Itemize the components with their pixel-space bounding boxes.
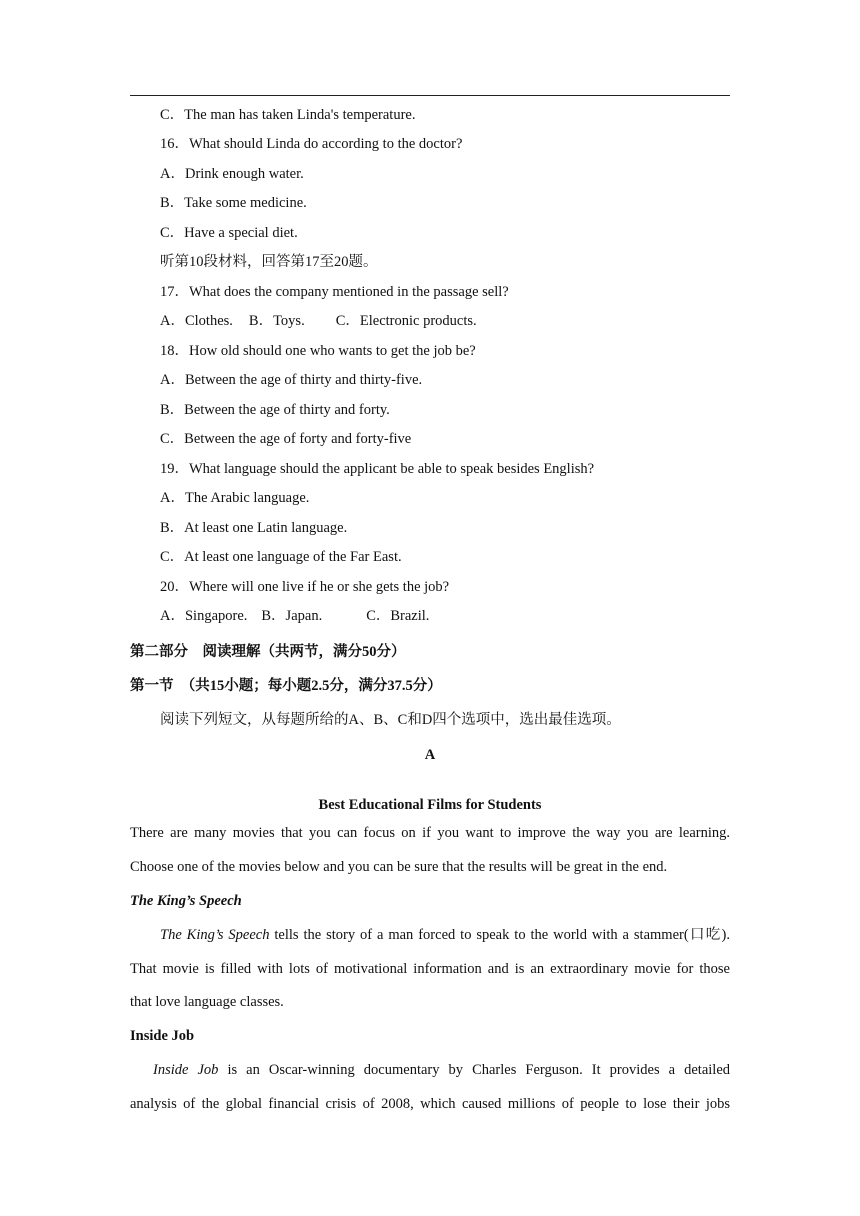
q17-stem: 17．What does the company mentioned in the passage sell? [160,284,509,300]
q20-option-a: A．Singapore. [160,608,248,624]
passage-label: A [424,747,436,763]
q19-stem: 19．What language should the applicant be able to speak besides English? [160,461,595,477]
film2-line-1 [153,1061,730,1079]
film2-line-1-text: is an Oscar-winning documentary by Charles Ferguson. It provides a detailed [218,1062,731,1078]
q17-option-a: A．Clothes. [160,313,233,329]
q19-option-c: C．At least one language of the Far East. [160,549,402,565]
intro-line-2: Choose one of the movies below and you can be sure that the results will be great in the end. [130,859,668,875]
q17-options [160,312,477,330]
q19-option-b: B．At least one Latin language. [160,520,348,536]
section1-heading: 第一节 （共15小题；每小题2.5分，满分37.5分） [130,678,442,694]
q17-option-b: B．Toys. [248,313,305,329]
q20-option-b: B．Japan. [261,608,323,624]
film1-line-3: that love language classes. [130,994,284,1010]
film1-heading: The King’s Speech [130,893,242,909]
film2-title-inline: Inside Job [153,1062,219,1078]
header-rule [130,95,730,96]
q16-stem: 16．What should Linda do according to the doctor? [160,136,463,152]
q18-option-a: A．Between the age of thirty and thirty-five. [160,372,423,388]
film1-line-1 [160,926,730,944]
film1-line-1-text: tells the story of a man forced to speak to the world with a stammer(口吃). [269,927,730,943]
q18-option-b: B．Between the age of thirty and forty. [160,402,390,418]
part2-heading: 第二部分 阅读理解（共两节，满分50分） [130,644,406,660]
passage-title: Best Educational Films for Students [318,797,542,813]
q16-option-a: A．Drink enough water. [160,166,304,182]
film2-line-2: analysis of the global financial crisis of 2008, which caused millions of people to lose their jobs [130,1096,730,1112]
q16-option-b: B．Take some medicine. [160,195,307,211]
q16-option-c: C．Have a special diet. [160,225,298,241]
intro-line-1: There are many movies that you can focus on if you want to improve the way you are learning. [130,825,730,841]
q18-stem: 18．How old should one who wants to get the job be? [160,343,476,359]
q19-option-a: A．The Arabic language. [160,490,310,506]
q20-option-c: C．Brazil. [366,608,430,624]
reading-instructions: 阅读下列短文，从每题所给的A、B、C和D四个选项中，选出最佳选项。 [160,712,621,728]
q20-options [160,607,429,625]
film1-title-inline: The King’s Speech [160,927,270,943]
listening-section-note: 听第10段材料，回答第17至20题。 [160,254,378,270]
film1-line-2: That movie is filled with lots of motivational information and is an extraordinary movie for those [130,961,730,977]
q17-option-c: C．Electronic products. [335,313,477,329]
q20-stem: 20．Where will one live if he or she gets the job? [160,579,450,595]
q18-option-c: C．Between the age of forty and forty-five [160,431,412,447]
q15-option-c: C．The man has taken Linda's temperature. [160,107,416,123]
film2-heading: Inside Job [130,1028,195,1044]
